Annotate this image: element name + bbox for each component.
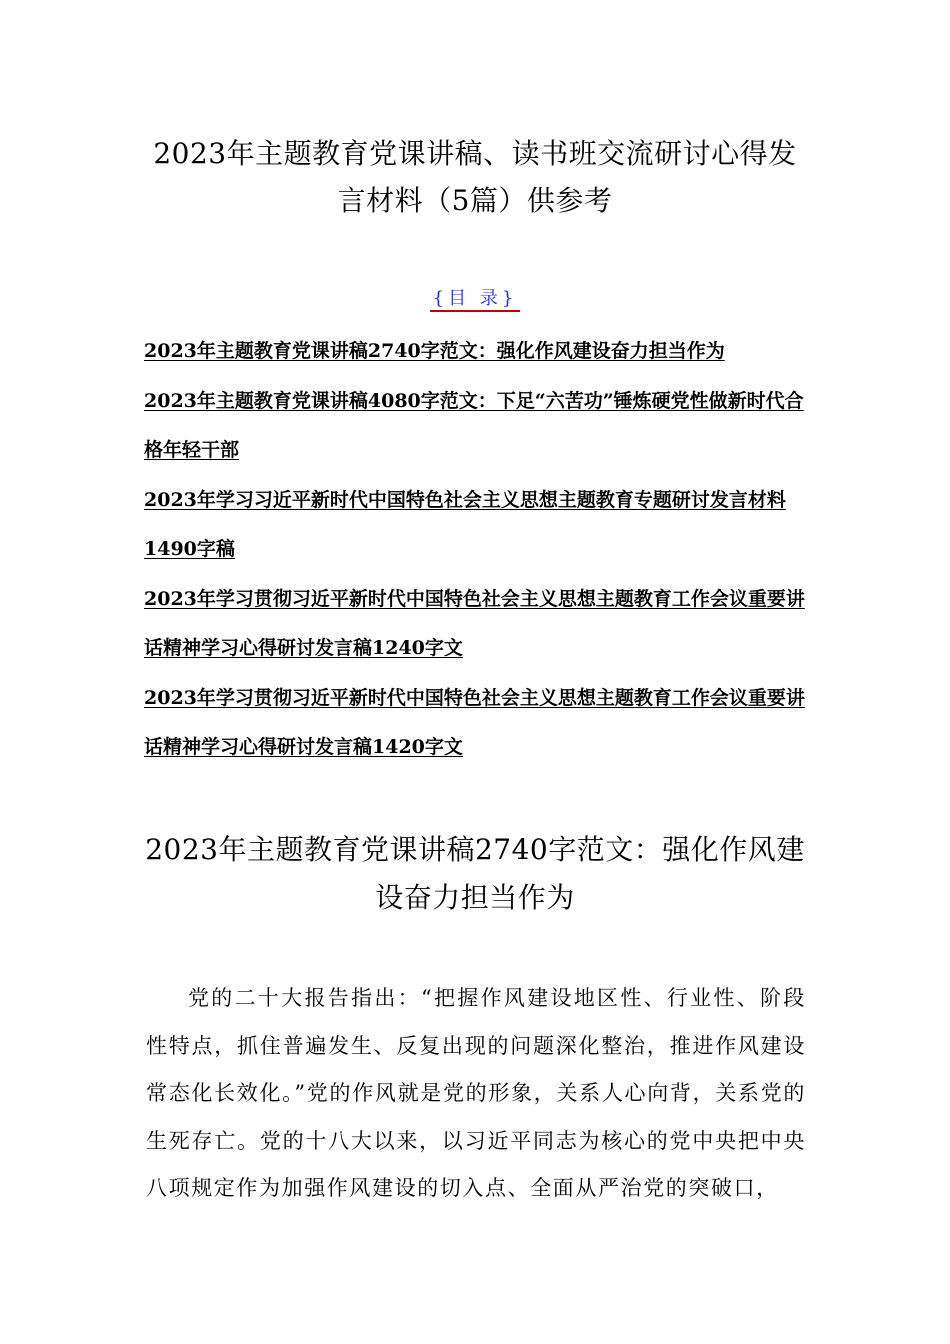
section-title-line-1: 2023年主题教育党课讲稿2740字范文：强化作风建 [145,833,805,866]
toc-item [144,674,814,773]
toc-heading [0,282,950,316]
toc-item [144,377,814,476]
toc-item [144,327,814,377]
toc-heading-text: {目 录} [430,288,521,312]
section-title [130,826,820,922]
document-title-line-2: 言材料（5篇）供参考 [337,184,613,217]
toc-link-4[interactable]: 2023年学习贯彻习近平新时代中国特色社会主义思想主题教育工作会议重要讲话精神学习心得研讨发言稿1240字文 [144,587,805,659]
toc-item [144,476,814,575]
toc-link-3[interactable]: 2023年学习习近平新时代中国特色社会主义思想主题教育专题研讨发言材料1490字稿 [144,488,786,560]
toc-item [144,575,814,674]
section-title-line-2: 设奋力担当作为 [375,881,575,914]
toc-link-5[interactable]: 2023年学习贯彻习近平新时代中国特色社会主义思想主题教育工作会议重要讲话精神学习心得研讨发言稿1420字文 [144,686,805,758]
body-paragraph: 党的二十大报告指出：“把握作风建设地区性、行业性、阶段性特点，抓住普遍发生、反复出现的问题深化整治，推进作风建设常态化长效化。”党的作风就是党的形象，关系人心向背，关系党的生死存亡。党的十八大以来，以习近平同志为核心的党中央把中央八项规定作为加强作风建设的切入点、全面从严治党的突破口， [146,986,806,1200]
toc-link-1[interactable]: 2023年主题教育党课讲稿2740字范文：强化作风建设奋力担当作为 [144,340,725,362]
document-title-line-1: 2023年主题教育党课讲稿、读书班交流研讨心得发 [153,137,797,170]
table-of-contents [144,327,814,773]
toc-link-2[interactable]: 2023年主题教育党课讲稿4080字范文：下足“六苦功”锤炼硬党性做新时代合格年轻干部 [144,389,804,461]
